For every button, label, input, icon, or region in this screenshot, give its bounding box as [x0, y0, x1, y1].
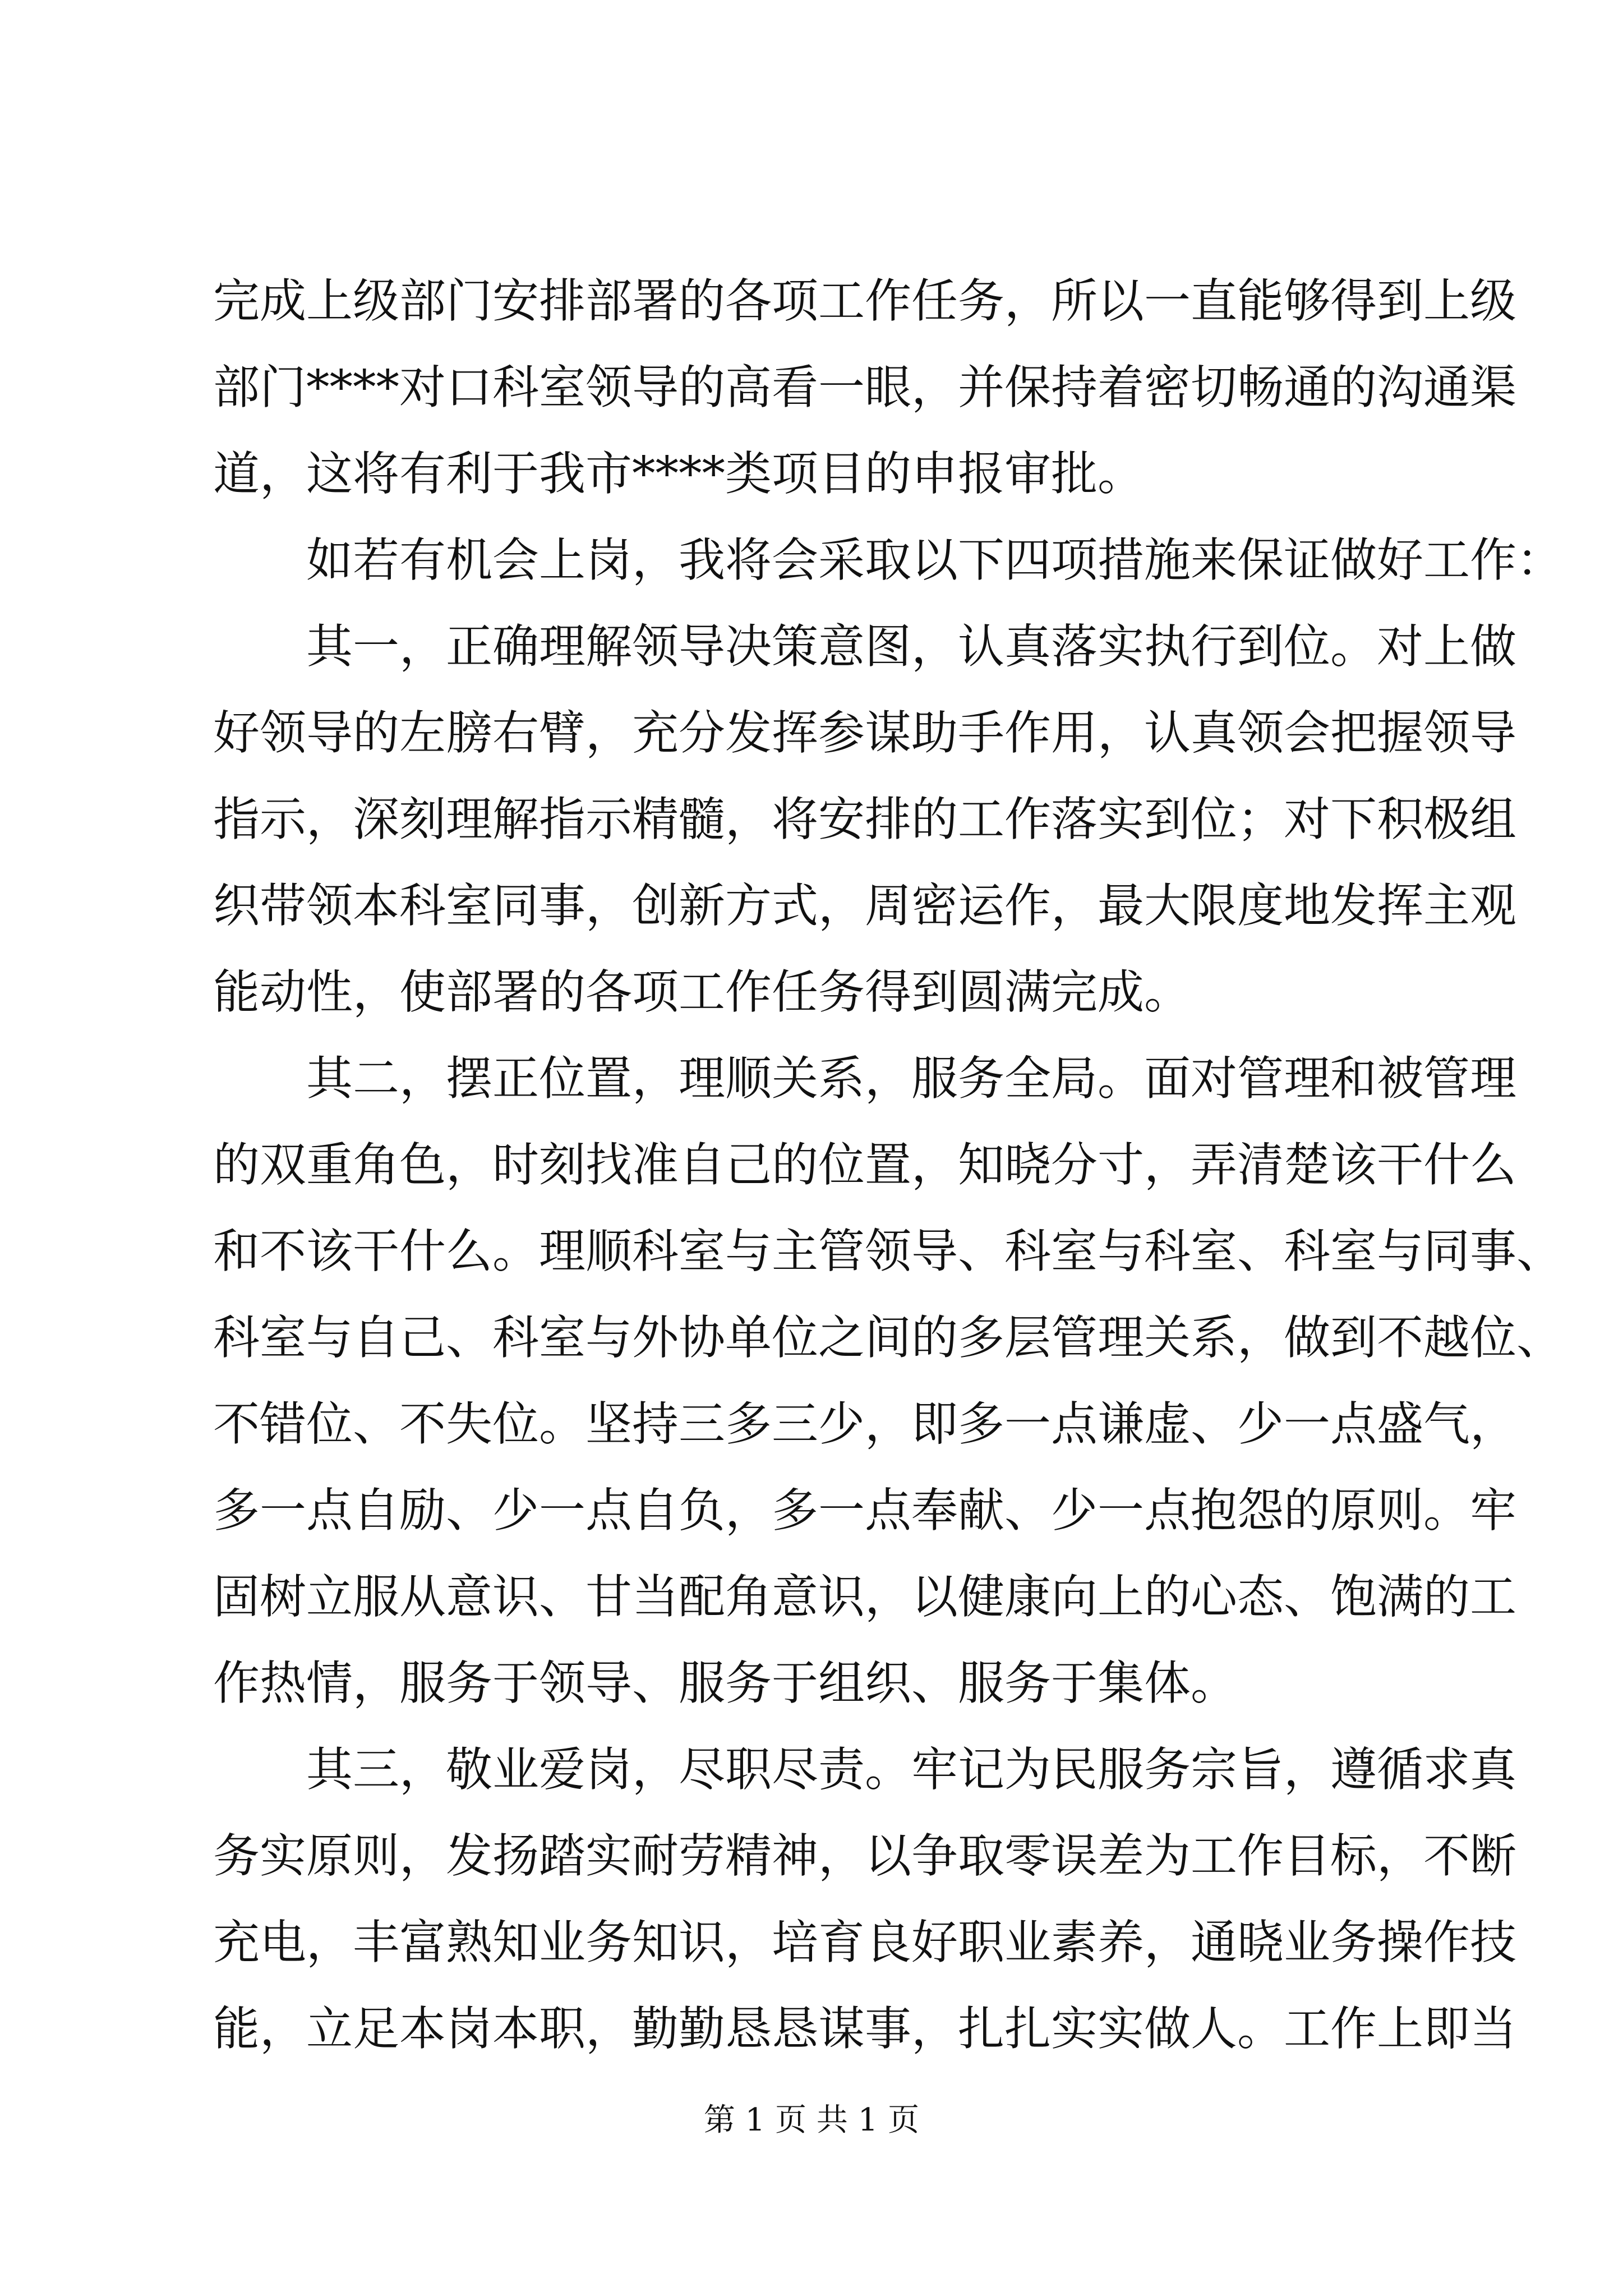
text-line: 道，这将有利于我市****类项目的申报审批。	[213, 447, 1144, 501]
text-line: 科室与自己、科室与外协单位之间的多层管理关系，做到不越位、	[213, 1310, 1563, 1365]
text-line: 部门****对口科室领导的高看一眼，并保持着密切畅通的沟通渠	[213, 360, 1516, 415]
text-line: 和不该干什么。理顺科室与主管领导、科室与科室、科室与同事、	[213, 1224, 1563, 1278]
text-line: 好领导的左膀右臂，充分发挥参谋助手作用，认真领会把握领导	[213, 706, 1516, 760]
text-line: 指示，深刻理解指示精髓，将安排的工作落实到位；对下积极组	[213, 792, 1516, 846]
text-line: 固树立服从意识、甘当配角意识，以健康向上的心态、饱满的工	[213, 1570, 1516, 1624]
text-line: 的双重角色，时刻找准自己的位置，知晓分寸，弄清楚该干什么	[213, 1138, 1516, 1192]
text-line: 能，立足本岗本职，勤勤恳恳谋事，扎扎实实做人。工作上即当	[213, 2001, 1516, 2056]
text-line: 充电，丰富熟知业务知识，培育良好职业素养，通晓业务操作技	[213, 1915, 1516, 1970]
text-line: 完成上级部门安排部署的各项工作任务，所以一直能够得到上级	[213, 274, 1516, 328]
text-line: 多一点自励、少一点自负，多一点奉献、少一点抱怨的原则。牢	[213, 1483, 1516, 1538]
text-line: 其三，敬业爱岗，尽职尽责。牢记为民服务宗旨，遵循求真	[306, 1742, 1516, 1797]
text-line: 能动性，使部署的各项工作任务得到圆满完成。	[213, 965, 1191, 1019]
page-footer: 第 1 页 共 1 页	[703, 2102, 920, 2138]
text-line: 织带领本科室同事，创新方式，周密运作，最大限度地发挥主观	[213, 878, 1516, 933]
text-line: 其一，正确理解领导决策意图，认真落实执行到位。对上做	[306, 619, 1516, 674]
text-line: 务实原则，发扬踏实耐劳精神，以争取零误差为工作目标，不断	[213, 1829, 1516, 1883]
text-line: 如若有机会上岗，我将会采取以下四项措施来保证做好工作：	[306, 533, 1563, 587]
text-line: 作热情，服务于领导、服务于组织、服务于集体。	[213, 1656, 1237, 1710]
text-line: 不错位、不失位。坚持三多三少，即多一点谦虚、少一点盛气，	[213, 1397, 1516, 1451]
document-body	[213, 258, 1563, 2072]
text-line: 其二，摆正位置，理顺关系，服务全局。面对管理和被管理	[306, 1051, 1516, 1106]
